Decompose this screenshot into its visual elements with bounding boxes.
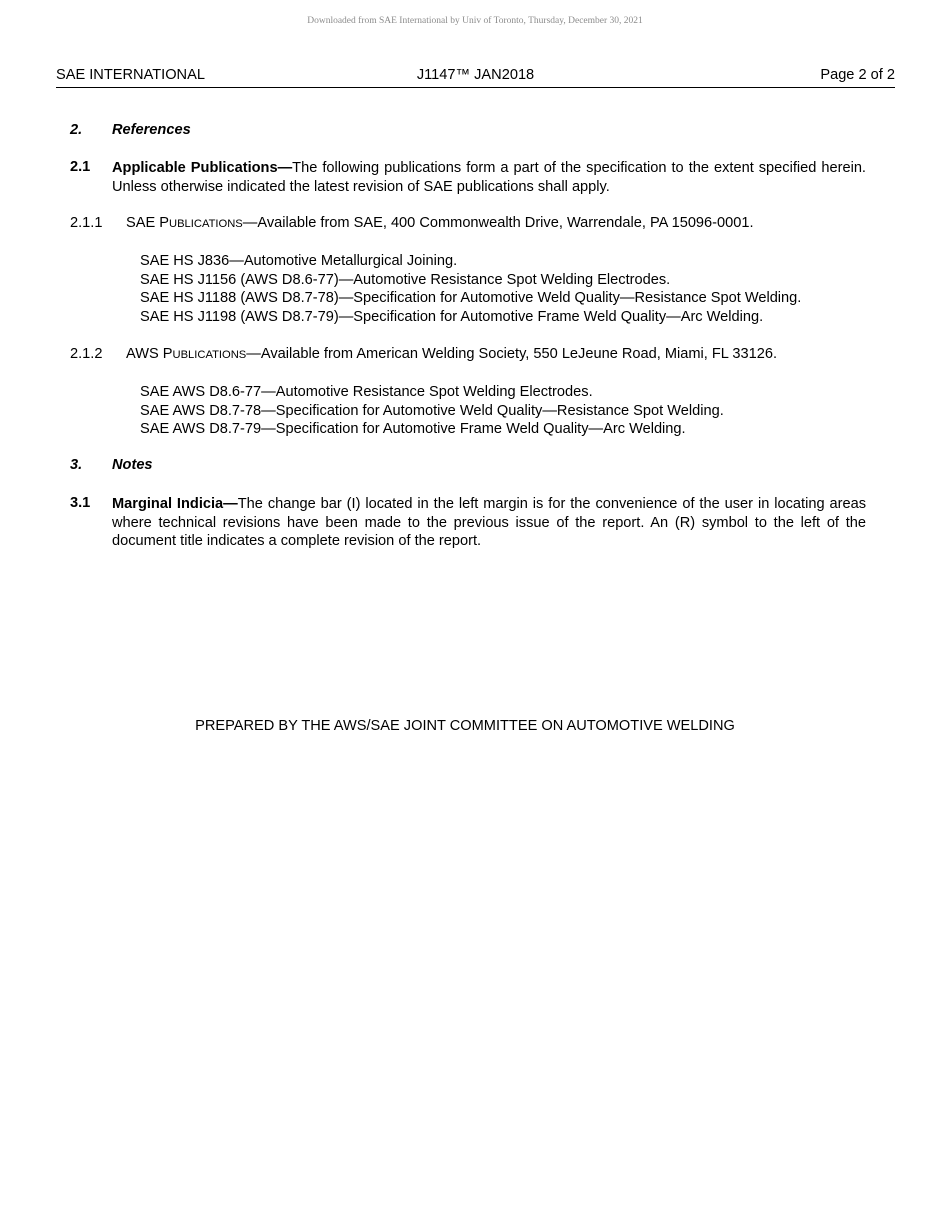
section-2-1-1-sc-small: UBLICATIONS — [169, 218, 243, 230]
sae-publication-item: SAE HS J1198 (AWS D8.7-79)—Specification for Automotive Frame Weld Quality—Arc Welding. — [140, 308, 764, 325]
section-2-1-1-sc-first: SAE P — [126, 215, 169, 231]
section-3-number: 3. — [70, 457, 83, 473]
section-3-1-number: 3.1 — [70, 495, 91, 511]
section-2-number: 2. — [70, 122, 83, 138]
aws-publication-item: SAE AWS D8.7-79—Specification for Automotive Frame Weld Quality—Arc Welding. — [140, 421, 686, 437]
sae-publication-item: SAE HS J836—Automotive Metallurgical Joining. — [140, 253, 458, 269]
aws-publication-item: SAE AWS D8.6-77—Automotive Resistance Spot Welding Electrodes. — [140, 384, 593, 400]
section-3-1-text: The change bar (I) located in the left margin is for the convenience of the user in locating areas where technical revisions have been made to the previous issue of the report. An (R) symbol to the left of the document title indicates a complete revision of the report. — [112, 496, 866, 549]
section-3-title: Notes — [112, 457, 153, 473]
header-publisher: SAE INTERNATIONAL — [56, 67, 205, 83]
section-2-1-2-text: —Available from American Welding Society, 550 LeJeune Road, Miami, FL 33126. — [246, 346, 778, 362]
section-3-1-paragraph — [112, 495, 866, 551]
running-header — [56, 67, 895, 88]
section-2-1-1-text: —Available from SAE, 400 Commonwealth Drive, Warrendale, PA 15096-0001. — [242, 215, 754, 231]
sae-publication-item: SAE HS J1188 (AWS D8.7-78)—Specification for Automotive Weld Quality—Resistance Spot Welding. — [140, 290, 802, 306]
section-2-1-2-number: 2.1.2 — [70, 346, 103, 362]
section-2-1-lead: Applicable Publications— — [112, 160, 293, 176]
aws-publication-item: SAE AWS D8.7-78—Specification for Automotive Weld Quality—Resistance Spot Welding. — [140, 402, 724, 419]
sae-publication-item: SAE HS J1156 (AWS D8.6-77)—Automotive Resistance Spot Welding Electrodes. — [140, 271, 671, 288]
prepared-by-statement: PREPARED BY THE AWS/SAE JOINT COMMITTEE ON AUTOMOTIVE WELDING — [195, 718, 735, 734]
section-2-1-paragraph — [112, 159, 866, 196]
section-2-title: References — [112, 122, 191, 138]
download-watermark: Downloaded from SAE International by Univ of Toronto, Thursday, December 30, 2021 — [307, 16, 643, 26]
section-2-1-text: The following publications form a part of the specification to the extent specified herein. Unless otherwise indicated the latest revision of SAE publications shall apply. — [112, 160, 866, 195]
section-2-1-1-heading — [126, 215, 754, 231]
section-2-1-number: 2.1 — [70, 159, 91, 175]
header-page-number: Page 2 of 2 — [820, 67, 895, 83]
section-2-1-2-sc-small: UBLICATIONS — [172, 349, 247, 361]
header-document-id: J1147™ JAN2018 — [416, 67, 535, 83]
section-2-1-1-number: 2.1.1 — [70, 215, 103, 231]
section-3-1-lead: Marginal Indicia— — [112, 496, 238, 512]
section-2-1-2-heading — [126, 346, 777, 362]
section-2-1-2-sc-first: AWS P — [126, 346, 173, 362]
